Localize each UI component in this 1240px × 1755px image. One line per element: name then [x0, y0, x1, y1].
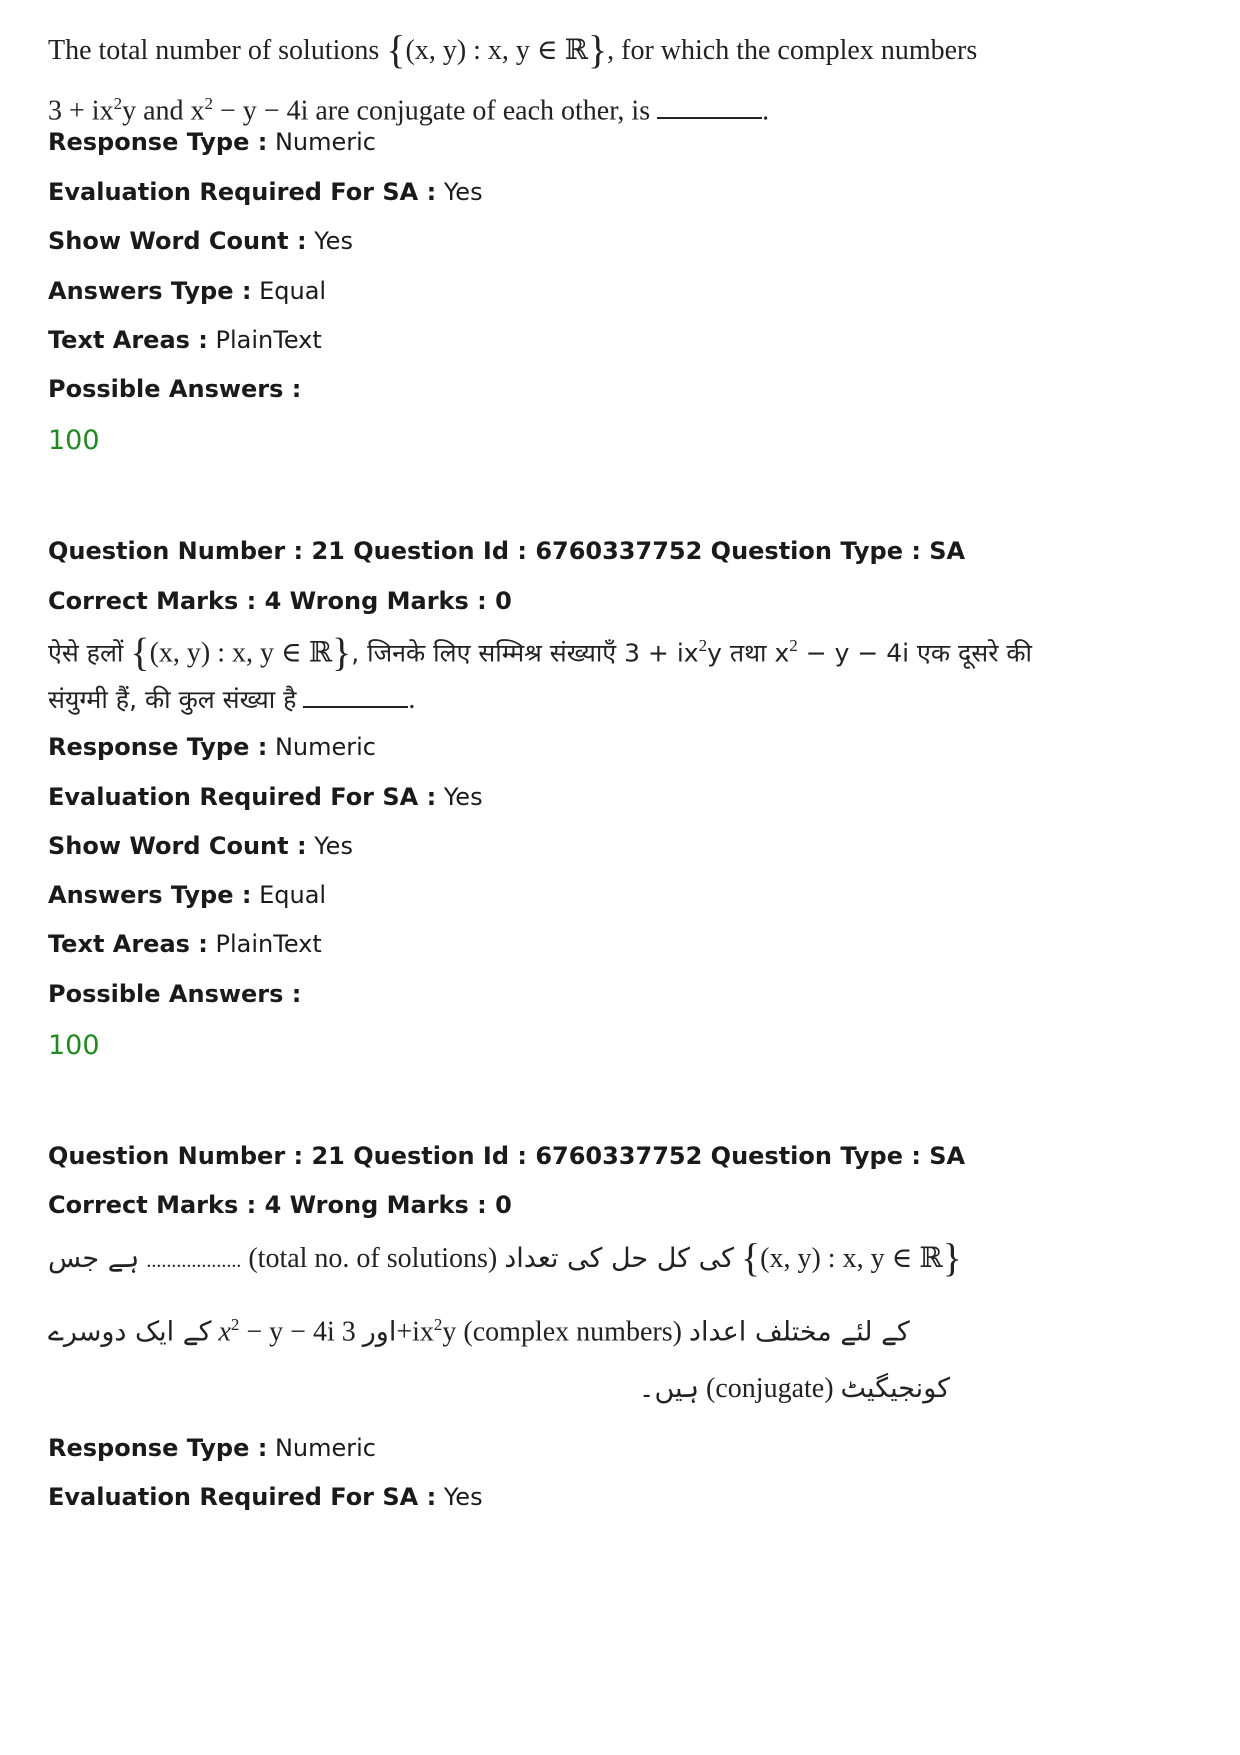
question-text-cont: , for which the complex numbers [607, 35, 978, 66]
period: . [408, 684, 416, 715]
field-label: Response Type : [48, 128, 268, 156]
hindi-question-line-1 [48, 626, 1032, 673]
field-value: PlainText [215, 326, 322, 354]
period: . [762, 95, 770, 127]
urdu-question-line-3 [639, 1369, 950, 1409]
field-value: Yes [443, 783, 483, 811]
field-evaluation-required [48, 177, 483, 207]
field-label: Show Word Count : [48, 832, 307, 860]
hindi-text: , जिनके लिए सम्मिश्र संख्याएँ 3 + ix [351, 638, 699, 668]
answer-blank [657, 95, 762, 119]
open-brace: { [386, 27, 406, 72]
field-show-word-count [48, 831, 353, 861]
english-gloss: (conjugate) [706, 1373, 834, 1404]
superscript: 2 [789, 636, 798, 655]
superscript: 2 [698, 636, 708, 655]
field-text-areas [48, 929, 322, 959]
urdu-question-line-2 [48, 1305, 910, 1352]
field-label: Evaluation Required For SA : [48, 178, 437, 206]
field-value: Equal [259, 881, 327, 909]
math-expr: y [442, 1316, 457, 1348]
expr-part: y and x [122, 95, 205, 127]
field-value: Numeric [274, 1434, 376, 1462]
field-label: Response Type : [48, 1434, 268, 1462]
expr-part: 3 + ix [48, 95, 114, 127]
field-value: Numeric [274, 733, 376, 761]
answer-blank [303, 684, 408, 708]
question-marks: Correct Marks : 4 Wrong Marks : 0 [48, 1191, 512, 1219]
field-value: Yes [443, 1483, 483, 1511]
solution-set: (x, y) : x, y ∈ ℝ [149, 637, 333, 669]
english-gloss: (complex numbers) [463, 1316, 682, 1348]
field-value: Equal [259, 277, 327, 305]
field-value: Yes [443, 178, 483, 206]
possible-answer-value: 100 [48, 1030, 100, 1061]
urdu-question-line-1 [48, 1235, 962, 1281]
field-answers-type [48, 276, 326, 306]
urdu-text: کے لئے مختلف اعداد [688, 1316, 910, 1348]
field-response-type [48, 732, 376, 762]
urdu-text: کونجیگیٹ [840, 1373, 950, 1404]
superscript: 2 [204, 94, 214, 113]
open-brace: { [740, 1235, 761, 1280]
question-text-line-2 [48, 84, 769, 131]
field-value: Numeric [274, 128, 376, 156]
field-label: Response Type : [48, 733, 268, 761]
urdu-text: ہیں۔ [638, 1373, 700, 1404]
superscript: 2 [433, 1315, 443, 1334]
question-header: Question Number : 21 Question Id : 6760337752 Question Type : SA [48, 537, 966, 565]
urdu-text: اور [362, 1316, 397, 1348]
urdu-text: کے ایک دوسرے [48, 1316, 212, 1348]
close-brace: } [332, 629, 352, 675]
hindi-question-line-2 [48, 680, 415, 720]
field-value: Yes [314, 832, 353, 860]
field-possible-answers [48, 374, 301, 404]
field-label: Text Areas : [48, 326, 208, 354]
field-show-word-count [48, 226, 353, 256]
field-evaluation-required [48, 1482, 483, 1512]
question-marks: Correct Marks : 4 Wrong Marks : 0 [48, 587, 512, 615]
solution-set: (x, y) : x, y ∈ ℝ [405, 35, 588, 66]
question-text: The total number of solutions [48, 35, 380, 66]
field-label: Evaluation Required For SA : [48, 783, 437, 811]
field-response-type [48, 127, 376, 157]
field-label: Evaluation Required For SA : [48, 1483, 437, 1511]
superscript: 2 [230, 1315, 240, 1334]
open-brace: { [130, 629, 150, 675]
field-text-areas [48, 325, 322, 355]
hindi-text: − y − 4i एक दूसरे की [797, 638, 1033, 668]
hindi-text: y तथा x [707, 638, 790, 668]
math-expr: − y − 4i [239, 1316, 335, 1348]
hindi-text: संयुग्मी हैं, की कुल संख्या है [48, 685, 297, 714]
field-response-type [48, 1433, 376, 1463]
possible-answer-value: 100 [48, 425, 100, 456]
dotted-blank: ................... [146, 1250, 242, 1272]
close-brace: } [587, 27, 608, 72]
urdu-text: ہے جس [48, 1243, 140, 1274]
field-label: Show Word Count : [48, 227, 307, 255]
solution-set: (x, y) : x, y ∈ ℝ [760, 1243, 943, 1274]
field-label: Text Areas : [48, 930, 208, 958]
close-brace: } [942, 1235, 962, 1280]
expr-part: − y − 4i are conjugate of each other, is [213, 95, 651, 127]
math-expr: 3+ix [341, 1316, 434, 1348]
field-possible-answers [48, 979, 301, 1009]
field-label: Possible Answers : [48, 980, 302, 1008]
field-evaluation-required [48, 782, 483, 812]
english-gloss: (total no. of solutions) [248, 1243, 498, 1274]
superscript: 2 [113, 94, 123, 113]
urdu-text: کی کل حل کی تعداد [504, 1243, 734, 1274]
field-label: Answers Type : [48, 277, 252, 305]
field-answers-type [48, 880, 326, 910]
field-value: Yes [314, 227, 353, 255]
math-var: x [218, 1316, 231, 1348]
field-label: Answers Type : [48, 881, 252, 909]
field-value: PlainText [215, 930, 322, 958]
field-label: Possible Answers : [48, 375, 302, 403]
hindi-text: ऐसे हलों [48, 638, 124, 668]
question-text-line-1 [48, 27, 978, 72]
question-header: Question Number : 21 Question Id : 6760337752 Question Type : SA [48, 1142, 966, 1170]
